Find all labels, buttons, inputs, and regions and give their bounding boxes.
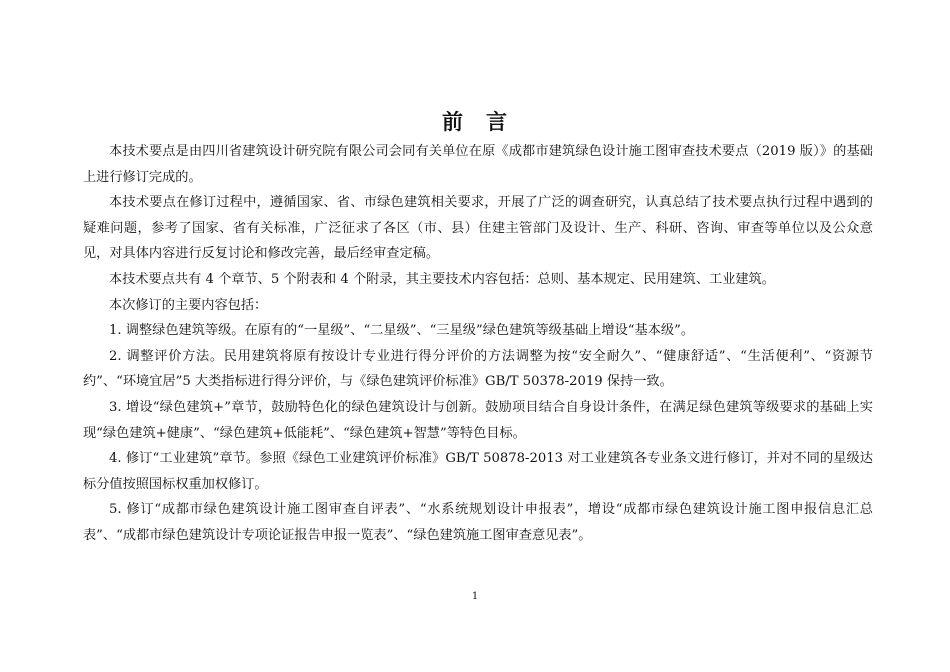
paragraph-revision-process: 本技术要点在修订过程中，遵循国家、省、市绿色建筑相关要求，开展了广泛的调查研究，认真总结了技术要点执行过程中遇到的疑难问题，参考了国家、省有关标准，广泛征求了各区（市、县）住建主管部门及设计、生产、科研、咨询、审查等单位以及公众意见，对具体内容进行反复讨论和修改完善，最后经审查定稿。 [83,195,873,262]
page-number: 1 [471,591,479,602]
paragraph-contents: 本技术要点共有 4 个章节、5 个附表和 4 个附录，其主要技术内容包括：总则、基本规定、民用建筑、工业建筑。 [109,271,775,287]
list-item-1: 1. 调整绿色建筑等级。在原有的“一星级”、“二星级”、“三星级”绿色建筑等级基础上增设“基本级”。 [109,323,695,339]
list-item-4: 4. 修订“工业建筑”章节。参照《绿色工业建筑评价标准》GB/T 50878-2013 对工业建筑各专业条文进行修订，并对不同的星级达标分值按照国标权重加权修订。 [83,451,873,492]
paragraph-intro: 本技术要点是由四川省建筑设计研究院有限公司会同有关单位在原《成都市建筑绿色设计施工图审查技术要点（2019 版）》的基础上进行修订完成的。 [83,144,873,185]
list-item-5: 5. 修订“成都市绿色建筑设计施工图审查自评表”、“水系统规划设计申报表”，增设“成都市绿色建筑设计施工图申报信息汇总表”、“成都市绿色建筑设计专项论证报告申报一览表”、“绿色建筑施工图审查意见表”。 [83,502,873,543]
list-item-3: 3. 增设“绿色建筑+”章节，鼓励特色化的绿色建筑设计与创新。鼓励项目结合自身设计条件，在满足绿色建筑等级要求的基础上实现“绿色建筑+健康”、“绿色建筑+低能耗”、“绿色建筑+智慧”等特色目标。 [83,399,873,441]
body-text [83,139,873,549]
page-title: 前 言 [442,109,508,134]
paragraph-main-changes: 本次修订的主要内容包括： [109,297,268,313]
list-item-2: 2. 调整评价方法。民用建筑将原有按设计专业进行得分评价的方法调整为按“安全耐久”、“健康舒适”、“生活便利”、“资源节约”、“环境宜居”5 大类指标进行得分评价，与《绿色建筑评价标准》GB/T 50378-2019 保持一致。 [83,348,873,390]
